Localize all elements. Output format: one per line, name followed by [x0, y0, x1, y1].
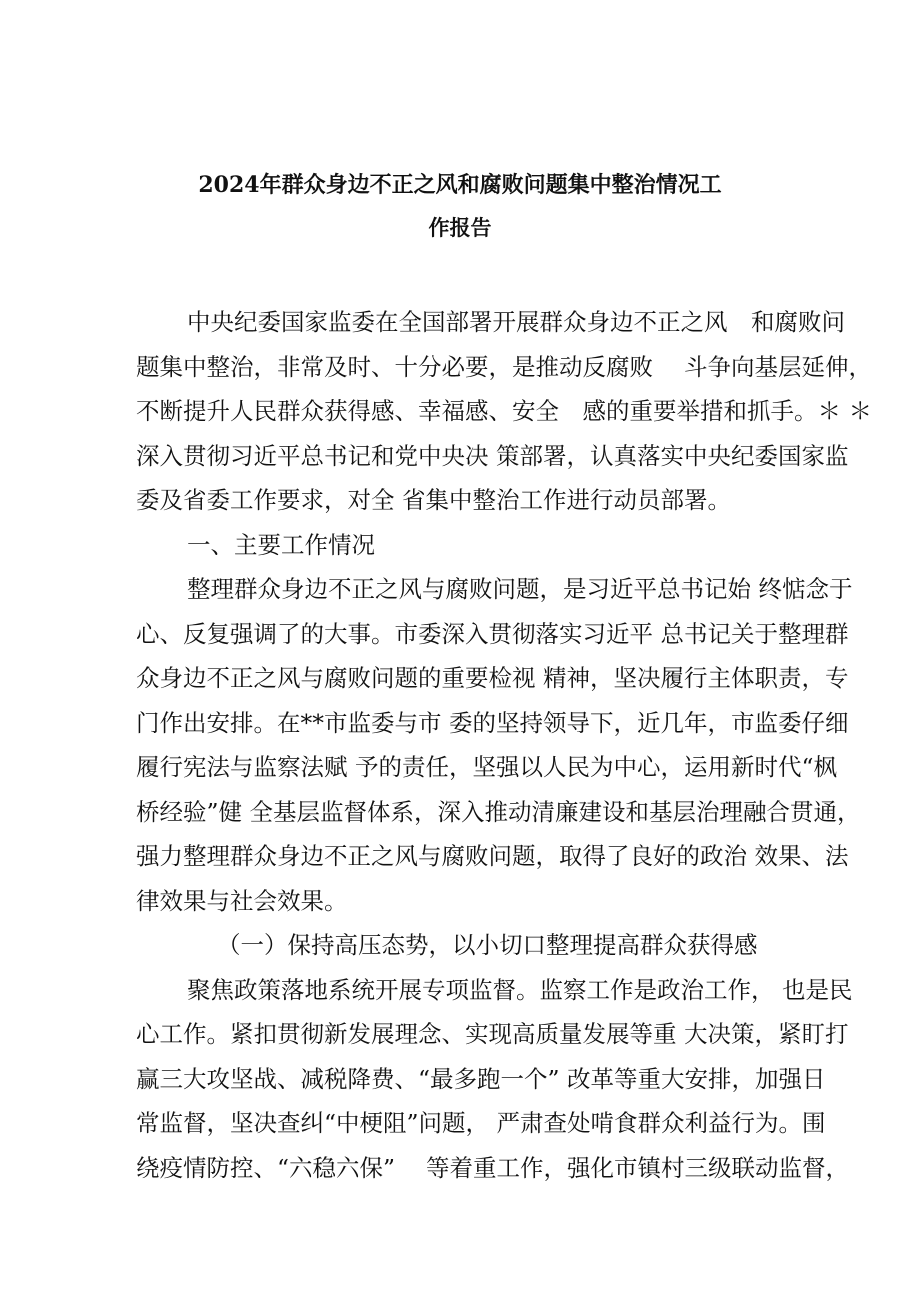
body-line-16: 聚焦政策落地系统开展专项监督。监察工作是政治工作， 也是民: [187, 976, 853, 1004]
body-line-8: 心、反复强调了的大事。市委深入贯彻落实习近平 总书记关于整理群: [136, 620, 849, 648]
body-line-2: 题集中整治，非常及时、十分必要，是推动反腐败 斗争向基层延伸，: [136, 353, 872, 381]
body-line-18: 赢三大攻坚战、减税降费、“最多跑一个” 改革等重大安排，加强日: [136, 1065, 826, 1093]
body-line-20: 绕疫情防控、“六稳六保” 等着重工作，强化市镇村三级联动监督，: [136, 1154, 849, 1182]
section-heading-main-work: 一、主要工作情况: [187, 531, 375, 559]
body-line-11: 履行宪法与监察法赋 予的责任，坚强以人民为中心，运用新时代“枫: [136, 753, 837, 781]
body-line-14: 律效果与社会效果。: [136, 887, 348, 915]
body-line-7: 整理群众身边不正之风与腐败问题，是习近平总书记始 终惦念于: [187, 575, 853, 603]
document-title-line-2: 作报告: [428, 215, 492, 240]
body-line-5: 委及省委工作要求，对全 省集中整治工作进行动员部署。: [136, 486, 731, 514]
body-line-3: 不断提升人民群众获得感、幸福感、安全 感的重要举措和抓手。＊ ＊: [136, 397, 872, 425]
body-line-13: 强力整理群众身边不正之风与腐败问题，取得了良好的政治 效果、法: [136, 842, 849, 870]
subsection-heading-1: （一）保持高压态势，以小切口整理提高群众获得感: [217, 931, 758, 959]
body-line-19: 常监督，坚决查纠“中梗阻”问题， 严肃查处啃食群众利益行为。围: [136, 1109, 826, 1137]
body-line-10: 门作出安排。在**市监委与市 委的坚持领导下，近几年，市监委仔细: [136, 709, 849, 737]
body-line-12: 桥经验”健 全基层监督体系，深入推动清廉建设和基层治理融合贯通，: [136, 798, 861, 826]
body-line-17: 心工作。紧扣贯彻新发展理念、实现高质量发展等重 大决策，紧盯打: [136, 1020, 849, 1048]
document-title-line-1: 2024年群众身边不正之风和腐败问题集中整治情况工: [198, 172, 722, 198]
body-line-1: 中央纪委国家监委在全国部署开展群众身边不正之风 和腐败问: [187, 308, 845, 336]
body-line-9: 众身边不正之风与腐败问题的重要检视 精神，坚决履行主体职责，专: [136, 664, 849, 692]
body-line-4: 深入贯彻习近平总书记和党中央决 策部署，认真落实中央纪委国家监: [136, 442, 849, 470]
